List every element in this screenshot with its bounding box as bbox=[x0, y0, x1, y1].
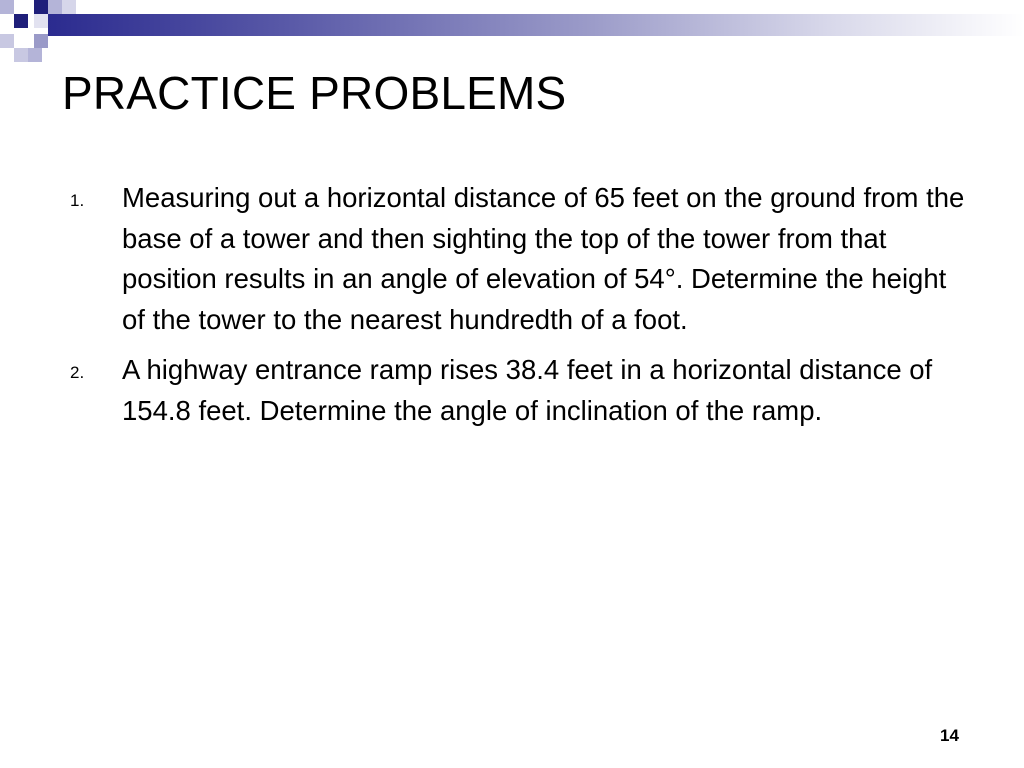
problem-text: Measuring out a horizontal distance of 65 feet on the ground from the base of a tower and then sighting the top of the tower from that position results in an angle of elevation of 54°. Determine the height of the tower to the nearest hundredth of a foot. bbox=[122, 182, 965, 335]
decorative-square bbox=[34, 0, 48, 14]
header-decoration bbox=[0, 0, 1024, 64]
page-number: 14 bbox=[940, 726, 959, 745]
decorative-square bbox=[48, 0, 62, 14]
decorative-square bbox=[62, 0, 76, 14]
decorative-square bbox=[0, 34, 14, 48]
problem-number: 2. bbox=[70, 363, 85, 382]
problem-item-2 bbox=[70, 350, 970, 431]
problem-list bbox=[70, 178, 970, 441]
decorative-square bbox=[0, 0, 14, 14]
problem-text: A highway entrance ramp rises 38.4 feet in a horizontal distance of 154.8 feet. Determine the angle of inclination of the ramp. bbox=[122, 354, 933, 426]
decorative-square bbox=[28, 48, 42, 62]
decorative-square bbox=[34, 14, 48, 28]
problem-item-1 bbox=[70, 178, 970, 340]
slide-title: PRACTICE PROBLEMS bbox=[62, 67, 567, 119]
decorative-square bbox=[14, 14, 28, 28]
decorative-square bbox=[34, 34, 48, 48]
problem-number: 1. bbox=[70, 191, 85, 210]
header-gradient-bar bbox=[48, 14, 1024, 36]
decorative-square bbox=[14, 48, 28, 62]
